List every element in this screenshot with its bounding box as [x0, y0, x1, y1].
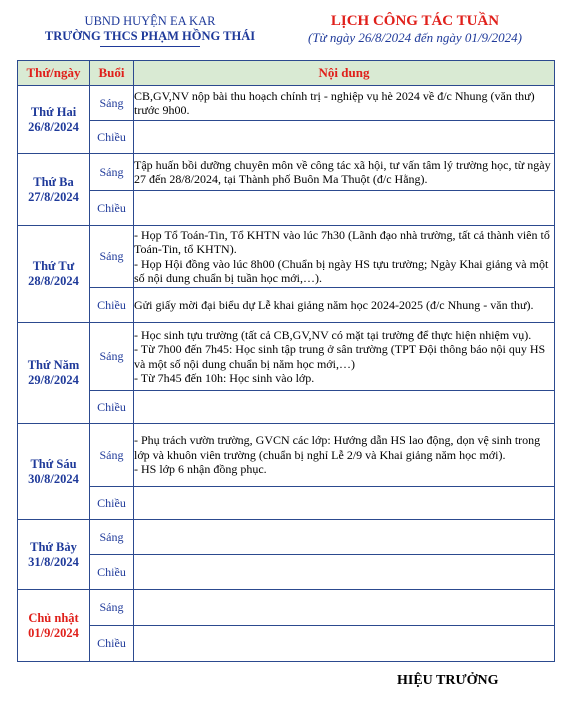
schedule-row-morning: [18, 424, 555, 487]
session-morning: Sáng: [90, 86, 134, 121]
content-morning: [134, 590, 555, 626]
col-header-content: Nội dung: [134, 61, 555, 86]
schedule-body: [18, 86, 555, 662]
day-date: 29/8/2024: [28, 373, 79, 387]
day-date: 30/8/2024: [28, 471, 79, 486]
content-line: - Họp Hội đồng vào lúc 8h00 (Chuẩn bị ngày HS tựu trường; Ngày Khai giảng và một số nội dung chuẩn bị tuần học mới,…).: [134, 256, 549, 285]
content-line: - Từ 7h00 đến 7h45: Học sinh tập trung ở sân trường (TPT Đội thông báo nội quy HS và một số nội dung chuẩn bị năm học mới,…): [134, 342, 546, 371]
col-header-day: Thứ/ngày: [18, 61, 90, 86]
day-name: Thứ Tư: [32, 259, 75, 273]
schedule-row-afternoon: [18, 626, 555, 662]
day-cell: [18, 323, 90, 424]
title-block: [290, 12, 540, 46]
day-name: Thứ Năm: [27, 358, 80, 372]
content-morning: [134, 424, 555, 487]
content-afternoon: [134, 191, 555, 226]
page-title: LỊCH CÔNG TÁC TUẦN: [330, 13, 500, 29]
session-morning: Sáng: [90, 424, 134, 487]
content-line: - Phụ trách vườn trường, GVCN các lớp: Hướng dẫn HS lao động, dọn vệ sinh trong lớp và khuôn viên trường (chuẩn bị nghỉ Lễ 2/9 và Khai giảng năm học mới).: [134, 433, 541, 462]
date-range: (Từ ngày 26/8/2024 đến ngày 01/9/2024): [308, 30, 522, 45]
col-header-session: Buổi: [90, 61, 134, 86]
day-cell: [18, 520, 90, 590]
content-afternoon: [134, 626, 555, 662]
content-afternoon: [134, 288, 555, 323]
schedule-row-afternoon: [18, 487, 555, 520]
day-name: Thứ Sáu: [30, 456, 77, 471]
schedule-row-afternoon: [18, 391, 555, 424]
schedule-row-morning: [18, 590, 555, 626]
session-afternoon: Chiều: [90, 391, 134, 424]
content-morning: [134, 86, 555, 121]
content-afternoon: [134, 391, 555, 424]
session-morning: Sáng: [90, 590, 134, 626]
day-name: Chủ nhật: [28, 610, 79, 625]
content-line: - HS lớp 6 nhận đồng phục.: [134, 462, 267, 477]
school-name: TRƯỜNG THCS PHẠM HỒNG THÁI: [44, 29, 256, 43]
session-afternoon: Chiều: [90, 487, 134, 520]
content-afternoon: [134, 555, 555, 590]
school-header: [30, 14, 270, 47]
session-morning: Sáng: [90, 323, 134, 391]
day-name: Thứ Bảy: [30, 539, 77, 554]
header-underline: [100, 46, 200, 47]
session-afternoon: Chiều: [90, 555, 134, 590]
day-name: Thứ Hai: [30, 104, 77, 119]
schedule-row-morning: [18, 323, 555, 391]
schedule-row-morning: [18, 154, 555, 191]
content-line: Tập huấn bồi dưỡng chuyên môn về công tác xã hội, tư vấn tâm lý trường học, từ ngày 27 đến 28/8/2024, tại Thành phố Buôn Ma Thuột (đ/c Hằng).: [134, 157, 551, 186]
schedule-row-morning: [18, 520, 555, 555]
day-date: 26/8/2024: [28, 119, 79, 134]
content-afternoon: [134, 487, 555, 520]
day-date: 31/8/2024: [28, 554, 79, 569]
schedule-row-afternoon: [18, 555, 555, 590]
content-line: - Từ 7h45 đến 10h: Học sinh vào lớp.: [134, 371, 315, 385]
session-morning: Sáng: [90, 226, 134, 288]
day-date: 27/8/2024: [28, 189, 79, 204]
weekly-schedule-table: [17, 60, 555, 662]
schedule-row-morning: [18, 226, 555, 288]
content-morning: [134, 323, 555, 391]
content-line: - Họp Tổ Toán-Tin, Tổ KHTN vào lúc 7h30 (Lãnh đạo nhà trường, tất cả thành viên tổ Toán-Tin, tổ KHTN).: [134, 227, 550, 256]
day-cell: [18, 226, 90, 323]
schedule-row-afternoon: [18, 191, 555, 226]
day-cell: [18, 154, 90, 226]
day-date: 01/9/2024: [28, 625, 79, 640]
schedule-row-afternoon: [18, 121, 555, 154]
day-date: 28/8/2024: [28, 274, 79, 288]
session-afternoon: Chiều: [90, 121, 134, 154]
session-afternoon: Chiều: [90, 626, 134, 662]
schedule-row-morning: [18, 86, 555, 121]
district-name: UBND HUYỆN EA KAR: [84, 14, 216, 28]
signature-title: HIỆU TRƯỞNG: [397, 673, 499, 688]
content-afternoon: [134, 121, 555, 154]
day-cell: [18, 86, 90, 154]
schedule-row-afternoon: [18, 288, 555, 323]
session-morning: Sáng: [90, 154, 134, 191]
header-row: [18, 61, 555, 86]
content-line: CB,GV,NV nộp bài thu hoạch chính trị - nghiệp vụ hè 2024 về đ/c Nhung (văn thư) trước 9h00.: [134, 88, 535, 117]
content-morning: [134, 154, 555, 191]
content-morning: [134, 226, 555, 288]
content-line: Gửi giấy mời đại biểu dự Lễ khai giảng năm học 2024-2025 (đ/c Nhung - văn thư).: [134, 297, 534, 312]
session-afternoon: Chiều: [90, 288, 134, 323]
day-cell: [18, 424, 90, 520]
day-name: Thứ Ba: [33, 174, 74, 189]
day-cell: [18, 590, 90, 662]
content-line: - Học sinh tựu trường (tất cả CB,GV,NV có mặt tại trường để thực hiện nhiệm vụ).: [134, 327, 532, 342]
session-afternoon: Chiều: [90, 191, 134, 226]
content-morning: [134, 520, 555, 555]
session-morning: Sáng: [90, 520, 134, 555]
